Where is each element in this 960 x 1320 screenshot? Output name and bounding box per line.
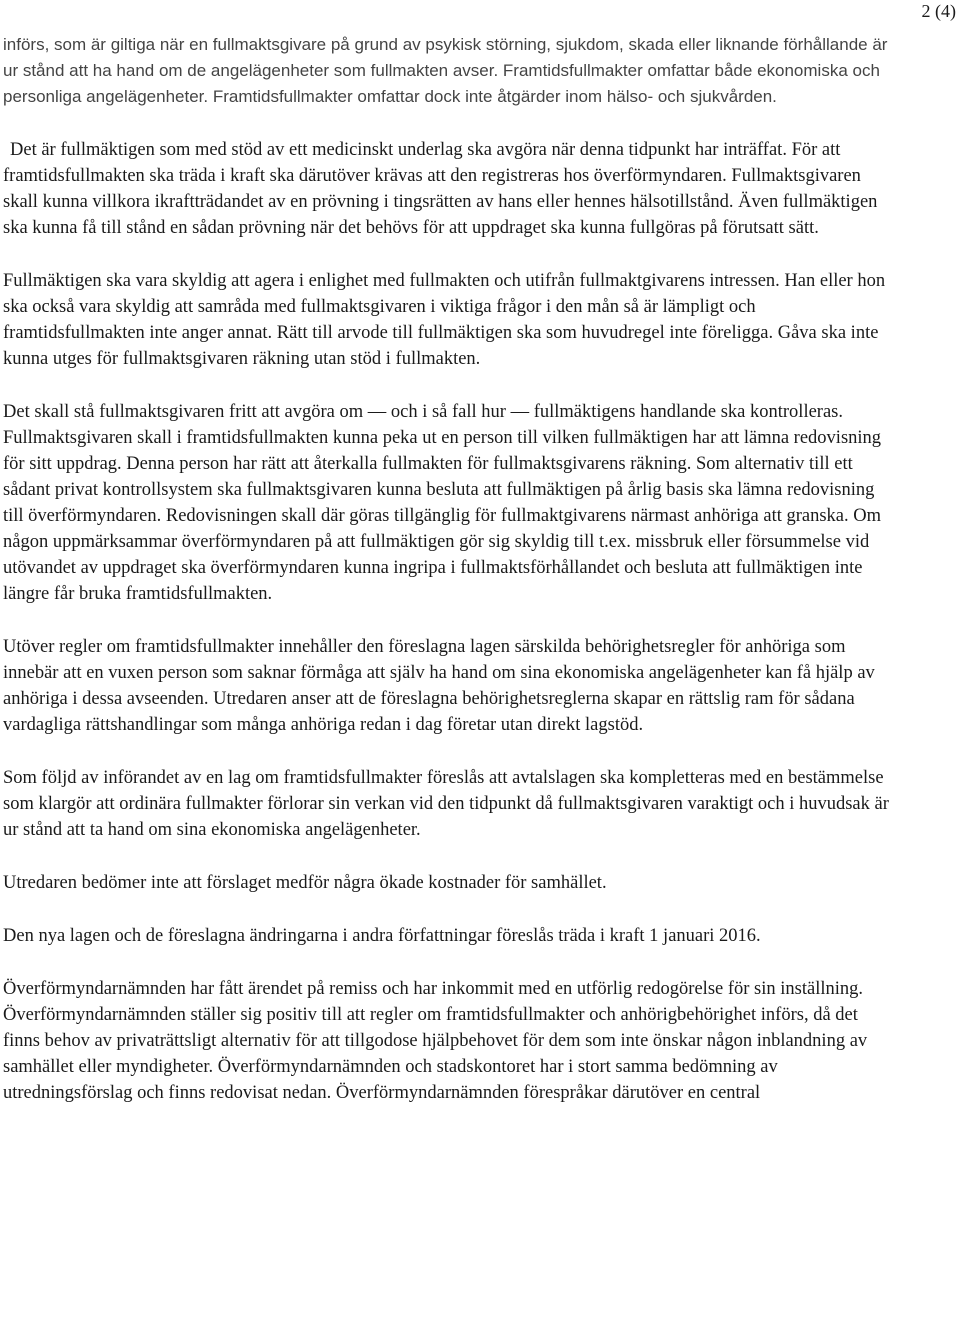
paragraph-4: Det skall stå fullmaktsgivaren fritt att avgöra om — och i så fall hur — fullmäktigens handlande ska kontrolleras. Fullmaktsgivaren skall i framtidsfullmakten kunna peka ut en person till vilken fullmäktigen har att lämna redovisning för sitt uppdrag. Denna person har rätt att återkalla fullmakten för fullmaktsgivarens räkning. Som alternativ till ett sådant privat kontrollsystem ska fullmaktsgivaren kunna besluta att fullmäktigen på årlig basis ska lämna redovisning till överförmyndaren. Redovisningen skall där göras tillgänglig för fullmaktgivarens närmast anhöriga att granska. Om någon uppmärksammar överförmyndaren på att fullmäktigen gör sig skyldig till t.ex. missbruk eller försummelse vid utövandet av uppdraget ska överförmyndaren kunna ingripa i fullmaktsförhållandet och besluta att fullmäktigen inte längre får bruka framtidsfullmakten. — [3, 402, 882, 604]
paragraph-7: Utredaren bedömer inte att förslaget medför några ökade kostnader för samhället. — [3, 873, 607, 893]
paragraph-8: Den nya lagen och de föreslagna ändringarna i andra författningar föreslås träda i kraft 1 januari 2016. — [3, 926, 761, 946]
paragraph-9: Överförmyndarnämnden har fått ärendet på remiss och har inkommit med en utförlig redogörelse för sin inställning. Överförmyndarnämnden ställer sig positiv till att regler om framtidsfullmakter och anhörigbehörighet införs, då det finns behov av privaträttsligt alternativ för att tillgodose hjälpbehovet för dem som inte önskar någon inblandning av samhället eller myndigheter. Överförmyndarnämnden och stadskontoret har i stort samma bedömning av utredningsförslag och finns redovisat nedan. Överförmyndarnämnden förespråkar därutöver en central — [3, 979, 868, 1103]
document-body — [3, 32, 898, 1106]
page-number: 2 (4) — [921, 1, 956, 21]
paragraph-3: Fullmäktigen ska vara skyldig att agera i enlighet med fullmakten och utifrån fullmaktgivarens intressen. Han eller hon ska också vara skyldig att samråda med fullmaktsgivaren i viktiga frågor i den mån så är lämpligt och framtidsfullmakten inte anger annat. Rätt till arvode till fullmäktigen ska som huvudregel inte föreligga. Gåva ska inte kunna utges för fullmaktsgivaren räkning utan stöd i fullmakten. — [3, 271, 886, 369]
paragraph-6: Som följd av införandet av en lag om framtidsfullmakter föreslås att avtalslagen ska kompletteras med en bestämmelse som klargör att ordinära fullmakter förlorar sin verkan vid den tidpunkt då fullmaktsgivaren varaktigt och i huvudsak är ur stånd att ta hand om sina ekonomiska angelägenheter. — [3, 768, 889, 840]
paragraph-5: Utöver regler om framtidsfullmakter innehåller den föreslagna lagen särskilda behörighetsregler för anhöriga som innebär att en vuxen person som saknar förmåga att själv ha hand om sina ekonomiska angelägenheter kan få hjälp av anhöriga i dessa avseenden. Utredaren anser att de föreslagna behörighetsreglerna skapar en rättslig ram för sådana vardagliga rättshandlingar som många anhöriga redan i dag företar utan direkt lagstöd. — [3, 637, 875, 735]
paragraph-2: Det är fullmäktigen som med stöd av ett medicinskt underlag ska avgöra när denna tidpunkt har inträffat. För att framtidsfullmakten ska träda i kraft ska därutöver krävas att den registreras hos överförmyndaren. Fullmaktsgivaren skall kunna villkora ikraftträdandet av en prövning i tingsrätten av hans eller hennes hälsotillstånd. Även fullmäktigen ska kunna få till stånd en sådan prövning när det behövs för att uppdraget ska kunna fullgöras på förutsatt sätt. — [3, 140, 878, 238]
paragraph-1: införs, som är giltiga när en fullmaktsgivare på grund av psykisk störning, sjukdom, skada eller liknande förhållande är ur stånd att ha hand om de angelägenheter som fullmakten avser. Framtidsfullmakter omfattar både ekonomiska och personliga angelägenheter. Framtidsfullmakter omfattar dock inte åtgärder inom hälso- och sjukvården. — [3, 35, 888, 106]
